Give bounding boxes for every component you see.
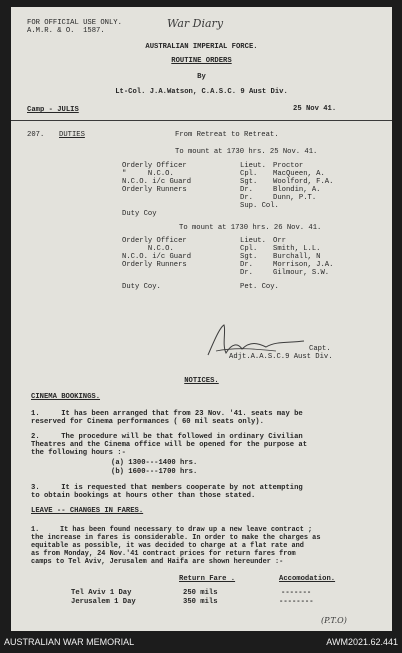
roster-name: Morrison, J.A. [273, 261, 334, 269]
fare-accommodation: ------- [281, 589, 312, 597]
duty-period: From Retreat to Retreat. [175, 131, 279, 139]
fare-destination: Jerusalem 1 Day [71, 598, 136, 606]
fare-accommodation: -------- [279, 598, 314, 606]
cinema-text-line: 2. The procedure will be that followed in ordinary Civilian [31, 433, 303, 441]
cinema-heading: CINEMA BOOKINGS. [31, 393, 101, 401]
roster-name: Smith, L.L. [273, 245, 321, 253]
roster-role: Orderly Officer [122, 162, 187, 170]
archive-reference: AWM2021.62.441 [326, 637, 398, 647]
roster-rank: Sgt. [240, 178, 258, 186]
roster-name: Orr [273, 237, 286, 245]
roster-rank: Cpl. [240, 245, 258, 253]
cinema-text-line: Theatres and the Cinema office will be opened for the purpose at [31, 441, 308, 449]
roster-rank: Cpl. [240, 170, 258, 178]
leave-heading: LEAVE -- CHANGES IN FARES. [31, 507, 144, 515]
form-reference: A.M.R. & O. 1587. [27, 27, 105, 35]
mount-time-1: To mount at 1730 hrs. 25 Nov. 41. [175, 148, 318, 156]
roster-role: Orderly Officer [122, 237, 187, 245]
leave-text-line: the increase in fares is considerable. In order to make the charges as [31, 534, 321, 542]
signatory-rank: Capt. [309, 345, 331, 353]
order-heading: DUTIES [59, 131, 85, 139]
page-turn-note: (P.T.O) [321, 616, 347, 625]
leave-text-line: 1. It has been found necessary to draw up a new leave contract ; [31, 526, 313, 534]
roster-name: Gilmour, S.W. [273, 269, 330, 277]
leave-text-line: as from Monday, 24 Nov.'41 contract prices for return fares from [31, 550, 296, 558]
document-page [11, 7, 392, 631]
order-number: 207. [27, 131, 45, 139]
header-rule [11, 120, 392, 121]
cinema-hours: (b) 1600---1700 hrs. [111, 468, 198, 476]
roster-rank: Lieut. [240, 237, 266, 245]
roster-rank: Dr. [240, 269, 253, 277]
classification-line: FOR OFFICIAL USE ONLY. [27, 19, 122, 27]
roster-role: " N.C.O. [122, 170, 174, 178]
roster-name: Dunn, P.T. [273, 194, 317, 202]
roster-role: N.C.O. i/c Guard [122, 253, 192, 261]
document-title: ROUTINE ORDERS [171, 57, 232, 65]
roster-role: N.C.O. [122, 245, 174, 253]
issue-date: 25 Nov 41. [293, 105, 337, 113]
roster-name: Proctor [273, 162, 304, 170]
cinema-text-line: 3. It is requested that members cooperate by not attempting [31, 484, 303, 492]
roster-name: Blondin, A. [273, 186, 321, 194]
cinema-text-line: reserved for Cinema performances ( 60 mil seats only). [31, 418, 264, 426]
roster-rank: Lieut. [240, 162, 266, 170]
roster-name: MacQueen, A. [273, 170, 325, 178]
roster-role: Duty Coy. [122, 283, 161, 291]
organisation-heading: AUSTRALIAN IMPERIAL FORCE. [145, 43, 258, 51]
camp-name: Camp - JULIS [27, 106, 79, 114]
roster-rank: Sup. Col. [240, 202, 279, 210]
mount-time-2: To mount at 1730 hrs. 26 Nov. 41. [179, 224, 322, 232]
by-line: By [197, 73, 206, 81]
signatory-appointment: Adjt.A.A.S.C.9 Aust Div. [229, 353, 333, 361]
accommodation-column-header: Accomodation. [279, 575, 336, 583]
handwritten-annotation: War Diary [167, 17, 224, 30]
roster-rank: Dr. [240, 194, 253, 202]
cinema-text-line: 1. It has been arranged that from 23 Nov. '41. seats may be [31, 410, 303, 418]
fare-column-header: Return Fare . [179, 575, 236, 583]
issuing-officer: Lt-Col. J.A.Watson, C.A.S.C. 9 Aust Div. [115, 88, 288, 96]
roster-name: Burchall, N [273, 253, 321, 261]
fare-price: 350 mils [183, 598, 218, 606]
fare-price: 250 mils [183, 589, 218, 597]
leave-text-line: camps to Tel Aviv, Jerusalem and Haifa are shown hereunder :- [31, 558, 284, 566]
roster-rank: Pet. Coy. [240, 283, 279, 291]
roster-name: Woolford, F.A. [273, 178, 334, 186]
roster-role: Orderly Runners [122, 186, 187, 194]
roster-rank: Dr. [240, 261, 253, 269]
roster-role: Duty Coy [122, 210, 157, 218]
roster-rank: Sgt. [240, 253, 258, 261]
roster-role: Orderly Runners [122, 261, 187, 269]
cinema-hours: (a) 1300---1400 hrs. [111, 459, 198, 467]
leave-text-line: equitable as possible, it was decided to charge at a flat rate and [31, 542, 304, 550]
roster-role: N.C.O. i/c Guard [122, 178, 192, 186]
roster-rank: Dr. [240, 186, 253, 194]
cinema-text-line: to obtain bookings at hours other than those stated. [31, 492, 256, 500]
fare-destination: Tel Aviv 1 Day [71, 589, 132, 597]
cinema-text-line: the following hours :- [31, 449, 126, 457]
notices-heading: NOTICES. [184, 377, 219, 385]
archive-caption: AUSTRALIAN WAR MEMORIAL [4, 637, 135, 647]
